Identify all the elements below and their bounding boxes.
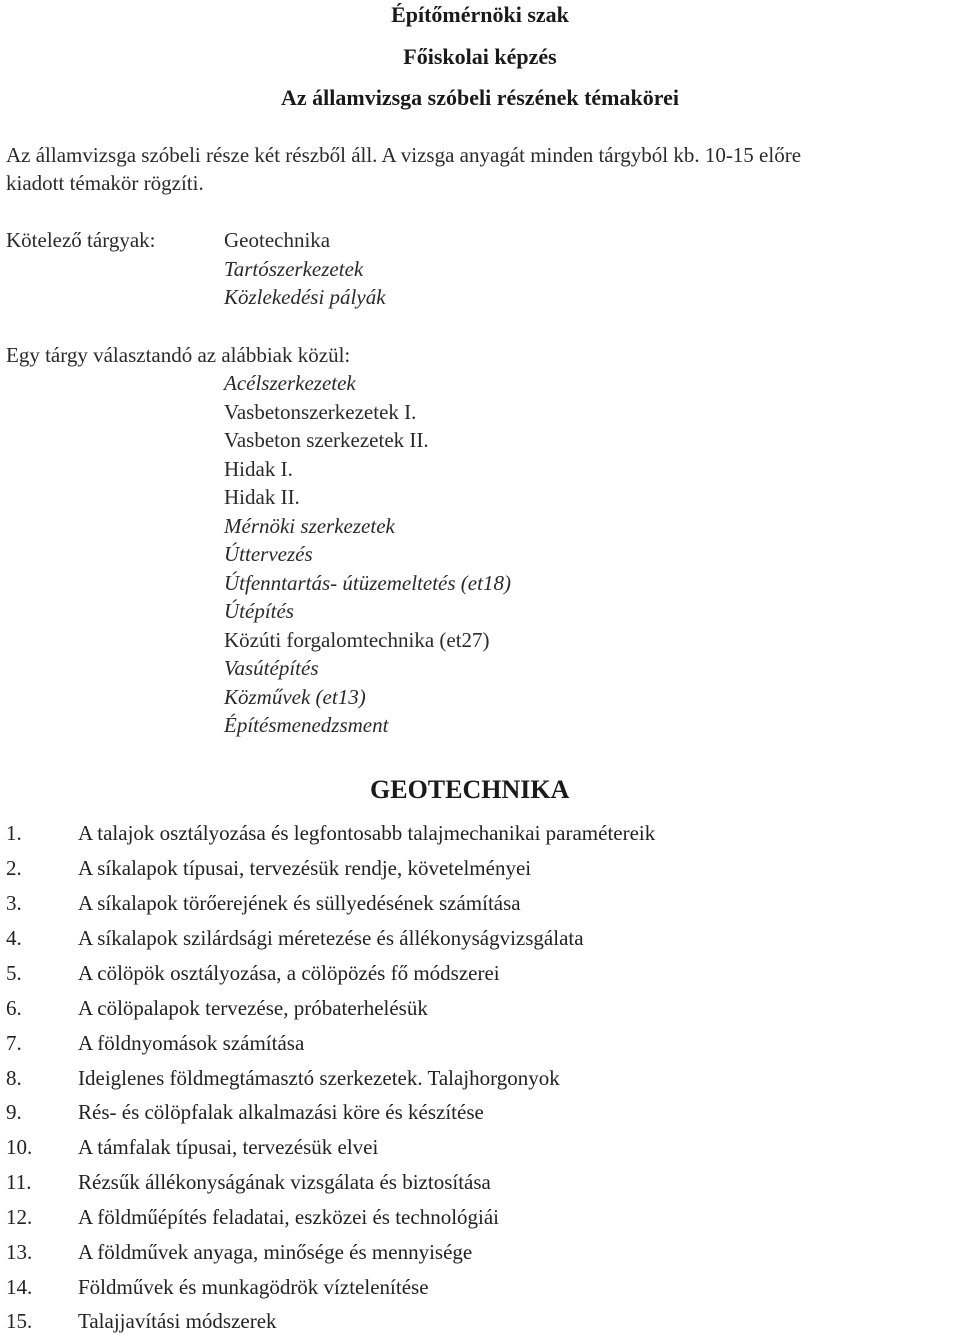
topic-text: Talajjavítási módszerek — [78, 1309, 277, 1333]
elective-item: Hidak II. — [224, 485, 300, 509]
topic-text: A cölöpalapok tervezése, próbaterhelésük — [78, 996, 428, 1020]
section-heading: GEOTECHNIKA — [370, 775, 570, 804]
topic-text: A földműépítés feladatai, eszközei és technológiái — [78, 1205, 500, 1229]
topic-number: 4. — [6, 926, 22, 950]
topic-text: A talajok osztályozása és legfontosabb talajmechanikai paramétereik — [78, 821, 656, 845]
topic-text: Rézsűk állékonyságának vizsgálata és biztosítása — [78, 1170, 491, 1194]
mandatory-item: Tartószerkezetek — [224, 257, 364, 281]
topic-text: A földművek anyaga, minősége és mennyisége — [78, 1240, 473, 1264]
elective-item: Mérnöki szerkezetek — [224, 514, 395, 538]
document-title: Építőmérnöki szak — [391, 2, 569, 27]
mandatory-label: Kötelező tárgyak: — [6, 228, 156, 252]
topic-number: 8. — [6, 1066, 22, 1090]
topic-number: 3. — [6, 891, 22, 915]
mandatory-item: Közlekedési pályák — [224, 285, 386, 309]
elective-item: Acélszerkezetek — [224, 371, 356, 395]
topic-text: Földművek és munkagödrök víztelenítése — [78, 1275, 429, 1299]
topic-number: 11. — [6, 1170, 32, 1194]
topic-number: 5. — [6, 961, 22, 985]
topic-number: 6. — [6, 996, 22, 1020]
topic-text: Ideiglenes földmegtámasztó szerkezetek. Talajhorgonyok — [78, 1066, 560, 1090]
elective-item: Közművek (et13) — [224, 685, 366, 709]
elective-item: Vasbetonszerkezetek I. — [224, 400, 417, 424]
topic-number: 10. — [6, 1135, 33, 1159]
elective-item: Építésmenedzsment — [224, 713, 389, 737]
document-subtitle: Főiskolai képzés — [403, 44, 557, 69]
topic-text: A síkalapok törőerejének és süllyedésének számítása — [78, 891, 521, 915]
topic-number: 12. — [6, 1205, 33, 1229]
topic-text: A földnyomások számítása — [78, 1031, 305, 1055]
topic-number: 14. — [6, 1275, 33, 1299]
topic-number: 9. — [6, 1100, 22, 1124]
topic-text: A támfalak típusai, tervezésük elvei — [78, 1135, 379, 1159]
topic-number: 15. — [6, 1309, 33, 1333]
topic-text: A síkalapok típusai, tervezésük rendje, követelményei — [78, 856, 532, 880]
elective-item: Úttervezés — [224, 542, 313, 566]
elective-item: Vasútépítés — [224, 656, 319, 680]
mandatory-item: Geotechnika — [224, 228, 331, 252]
intro-line-2: kiadott témakör rögzíti. — [6, 171, 204, 195]
elective-item: Vasbeton szerkezetek II. — [224, 428, 429, 452]
topic-text: A cölöpök osztályozása, a cölöpözés fő módszerei — [78, 961, 500, 985]
elective-item: Hidak I. — [224, 457, 293, 481]
topic-number: 2. — [6, 856, 22, 880]
elective-label: Egy tárgy választandó az alábbiak közül: — [6, 343, 351, 367]
topic-text: Rés- és cölöpfalak alkalmazási köre és készítése — [78, 1100, 484, 1124]
topic-text: A síkalapok szilárdsági méretezése és állékonyságvizsgálata — [78, 926, 584, 950]
elective-item: Útfenntartás- útüzemeltetés (et18) — [224, 571, 511, 595]
intro-line-1: Az államvizsga szóbeli része két részből áll. A vizsga anyagát minden tárgyból kb. 10-15 előre — [6, 143, 802, 167]
topic-number: 13. — [6, 1240, 33, 1264]
document-heading: Az államvizsga szóbeli részének témakörei — [281, 85, 679, 110]
topic-number: 7. — [6, 1031, 22, 1055]
topic-number: 1. — [6, 821, 22, 845]
elective-item: Közúti forgalomtechnika (et27) — [224, 628, 490, 652]
elective-item: Útépítés — [224, 599, 294, 623]
